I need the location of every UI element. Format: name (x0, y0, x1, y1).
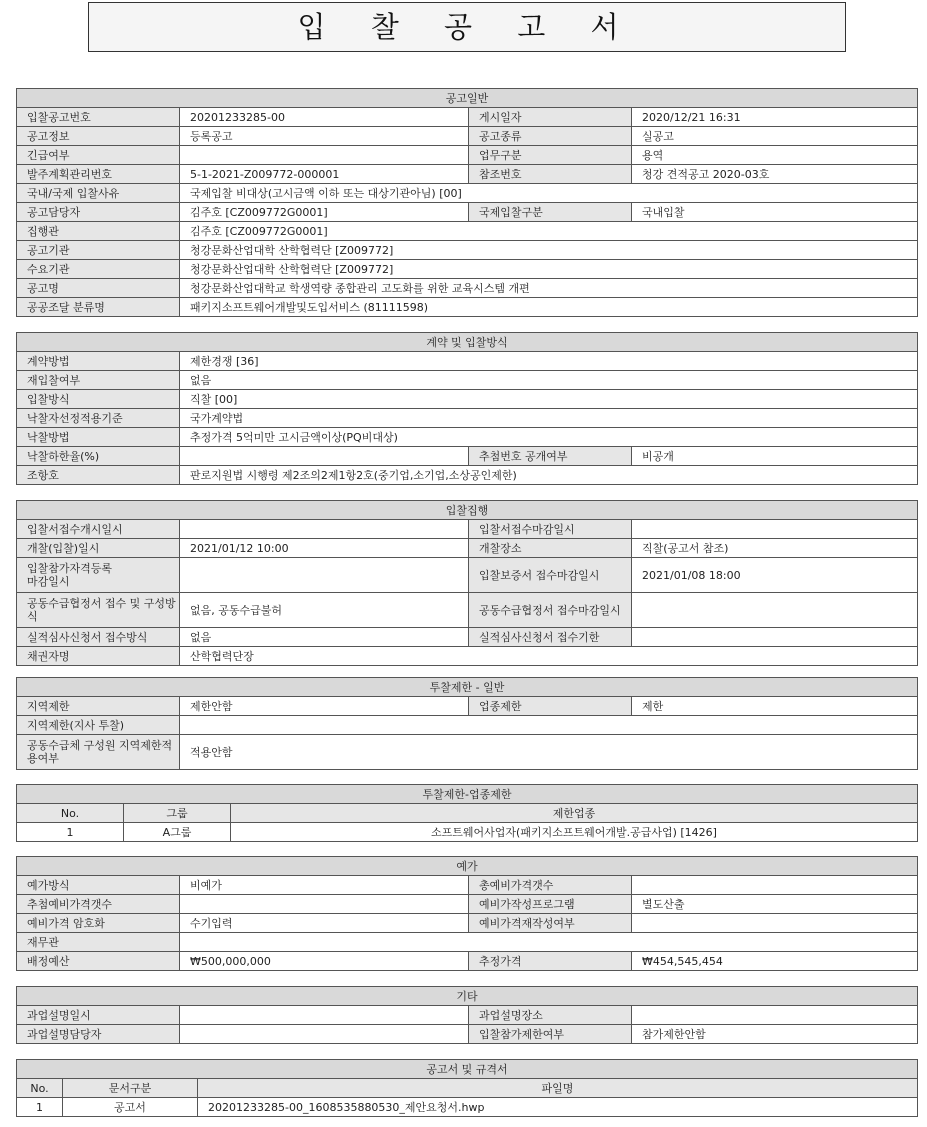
value: ₩500,000,000 (180, 952, 469, 971)
value: 2020/12/21 16:31 (632, 108, 918, 127)
label: 입찰참가제한여부 (469, 1025, 632, 1044)
value: 청강문화산업대학교 학생역량 종합관리 고도화를 위한 교육시스템 개편 (180, 279, 918, 298)
cell: A그룹 (124, 823, 231, 842)
label: 배정예산 (17, 952, 180, 971)
table-row (17, 823, 918, 842)
value: 수기입력 (180, 914, 469, 933)
label: 추정가격 (469, 952, 632, 971)
label: 공고종류 (469, 127, 632, 146)
value (180, 1025, 469, 1044)
label: 낙찰방법 (17, 428, 180, 447)
label: 긴급여부 (17, 146, 180, 165)
cell: 소프트웨어사업자(패키지소프트웨어개발.공급사업) [1426] (231, 823, 918, 842)
label: 공공조달 분류명 (17, 298, 180, 317)
label: 추첨번호 공개여부 (469, 447, 632, 466)
column-header: 제한업종 (231, 804, 918, 823)
value: 직찰 [00] (180, 390, 918, 409)
value: 없음 (180, 371, 918, 390)
column-header: 그룹 (124, 804, 231, 823)
label: 공동수급협정서 접수 및 구성방식 (17, 593, 180, 628)
files-section (16, 1059, 918, 1117)
value: 2021/01/12 10:00 (180, 539, 469, 558)
value (180, 716, 918, 735)
value: 없음, 공동수급불허 (180, 593, 469, 628)
section-header: 투찰제한-업종제한 (17, 785, 918, 804)
value: 산학협력단장 (180, 647, 918, 666)
cell: 1 (17, 1098, 63, 1117)
section-header: 입찰집행 (17, 501, 918, 520)
label: 계약방법 (17, 352, 180, 371)
etc-section (16, 986, 918, 1044)
label: 입찰방식 (17, 390, 180, 409)
value: 청강 견적공고 2020-03호 (632, 165, 918, 184)
label: 예가방식 (17, 876, 180, 895)
label: 입찰서접수마감일시 (469, 520, 632, 539)
value: 5-1-2021-Z009772-000001 (180, 165, 469, 184)
label: 게시일자 (469, 108, 632, 127)
label: 집행관 (17, 222, 180, 241)
value (632, 628, 918, 647)
label: 개찰장소 (469, 539, 632, 558)
value: 청강문화산업대학 산학협력단 [Z009772] (180, 241, 918, 260)
column-header: 문서구분 (63, 1079, 198, 1098)
value: 국제입찰 비대상(고시금액 이하 또는 대상기관아님) [00] (180, 184, 918, 203)
section-header: 기타 (17, 987, 918, 1006)
label: 지역제한(지사 투찰) (17, 716, 180, 735)
label: 과업설명담당자 (17, 1025, 180, 1044)
page-title: 입 찰 공 고 서 (88, 2, 846, 52)
label: 과업설명일시 (17, 1006, 180, 1025)
section-header: 예가 (17, 857, 918, 876)
value (180, 558, 469, 593)
value: 용역 (632, 146, 918, 165)
label: 개찰(입찰)일시 (17, 539, 180, 558)
value: 국내입찰 (632, 203, 918, 222)
value: 제한안함 (180, 697, 469, 716)
label: 낙찰자선정적용기준 (17, 409, 180, 428)
label: 총예비가격갯수 (469, 876, 632, 895)
label: 공동수급체 구성원 지역제한적용여부 (17, 735, 180, 770)
value (632, 876, 918, 895)
value: 실공고 (632, 127, 918, 146)
value: 김주호 [CZ009772G0001] (180, 203, 469, 222)
file-link[interactable]: 20201233285-00_1608535880530_제안요청서.hwp (198, 1098, 918, 1117)
label: 발주계획관리번호 (17, 165, 180, 184)
value: 없음 (180, 628, 469, 647)
cell: 공고서 (63, 1098, 198, 1117)
label: 입찰보증서 접수마감일시 (469, 558, 632, 593)
cell: 1 (17, 823, 124, 842)
value: 비예가 (180, 876, 469, 895)
value (632, 914, 918, 933)
contract-section (16, 332, 918, 485)
restrict-general-section (16, 677, 918, 770)
value: 패키지소프트웨어개발및도입서비스 (81111598) (180, 298, 918, 317)
label: 예비가격재작성여부 (469, 914, 632, 933)
value: ₩454,545,454 (632, 952, 918, 971)
value: 제한 (632, 697, 918, 716)
restrict-industry-section (16, 784, 918, 842)
value: 국가계약법 (180, 409, 918, 428)
price-section (16, 856, 918, 971)
value: 제한경쟁 [36] (180, 352, 918, 371)
label: 업종제한 (469, 697, 632, 716)
label: 입찰참가자격등록 마감일시 (17, 558, 180, 593)
value (180, 1006, 469, 1025)
value (180, 146, 469, 165)
value: 청강문화산업대학 산학협력단 [Z009772] (180, 260, 918, 279)
label: 실적심사신청서 접수기한 (469, 628, 632, 647)
value: 직찰(공고서 참조) (632, 539, 918, 558)
value (632, 593, 918, 628)
label: 재무관 (17, 933, 180, 952)
label: 예비가작성프로그램 (469, 895, 632, 914)
label: 조항호 (17, 466, 180, 485)
label: 수요기관 (17, 260, 180, 279)
value: 비공개 (632, 447, 918, 466)
label: 채권자명 (17, 647, 180, 666)
label: 예비가격 암호화 (17, 914, 180, 933)
label: 공고기관 (17, 241, 180, 260)
general-section (16, 88, 918, 317)
value: 추정가격 5억미만 고시금액이상(PQ비대상) (180, 428, 918, 447)
label: 낙찰하한율(%) (17, 447, 180, 466)
label: 입찰공고번호 (17, 108, 180, 127)
label: 지역제한 (17, 697, 180, 716)
value: 20201233285-00 (180, 108, 469, 127)
column-header: No. (17, 1079, 63, 1098)
label: 입찰서접수개시일시 (17, 520, 180, 539)
value: 2021/01/08 18:00 (632, 558, 918, 593)
column-header: No. (17, 804, 124, 823)
value: 참가제한안함 (632, 1025, 918, 1044)
value (180, 447, 469, 466)
value: 별도산출 (632, 895, 918, 914)
value: 등록공고 (180, 127, 469, 146)
value: 판로지원법 시행령 제2조의2제1항2호(중기업,소기업,소상공인제한) (180, 466, 918, 485)
label: 공고명 (17, 279, 180, 298)
value (632, 520, 918, 539)
label: 공고담당자 (17, 203, 180, 222)
section-header: 계약 및 입찰방식 (17, 333, 918, 352)
label: 추첨예비가격갯수 (17, 895, 180, 914)
label: 참조번호 (469, 165, 632, 184)
label: 과업설명장소 (469, 1006, 632, 1025)
value (180, 520, 469, 539)
value (180, 933, 918, 952)
column-header: 파일명 (198, 1079, 918, 1098)
label: 공고정보 (17, 127, 180, 146)
value (180, 895, 469, 914)
label: 국내/국제 입찰사유 (17, 184, 180, 203)
label: 재입찰여부 (17, 371, 180, 390)
section-header: 공고일반 (17, 89, 918, 108)
label: 국제입찰구분 (469, 203, 632, 222)
table-row (17, 1098, 918, 1117)
section-header: 공고서 및 규격서 (17, 1060, 918, 1079)
value: 김주호 [CZ009772G0001] (180, 222, 918, 241)
label: 업무구분 (469, 146, 632, 165)
label: 공동수급협정서 접수마감일시 (469, 593, 632, 628)
value: 적용안함 (180, 735, 918, 770)
label: 실적심사신청서 접수방식 (17, 628, 180, 647)
value (632, 1006, 918, 1025)
bidding-section (16, 500, 918, 666)
section-header: 투찰제한 - 일반 (17, 678, 918, 697)
